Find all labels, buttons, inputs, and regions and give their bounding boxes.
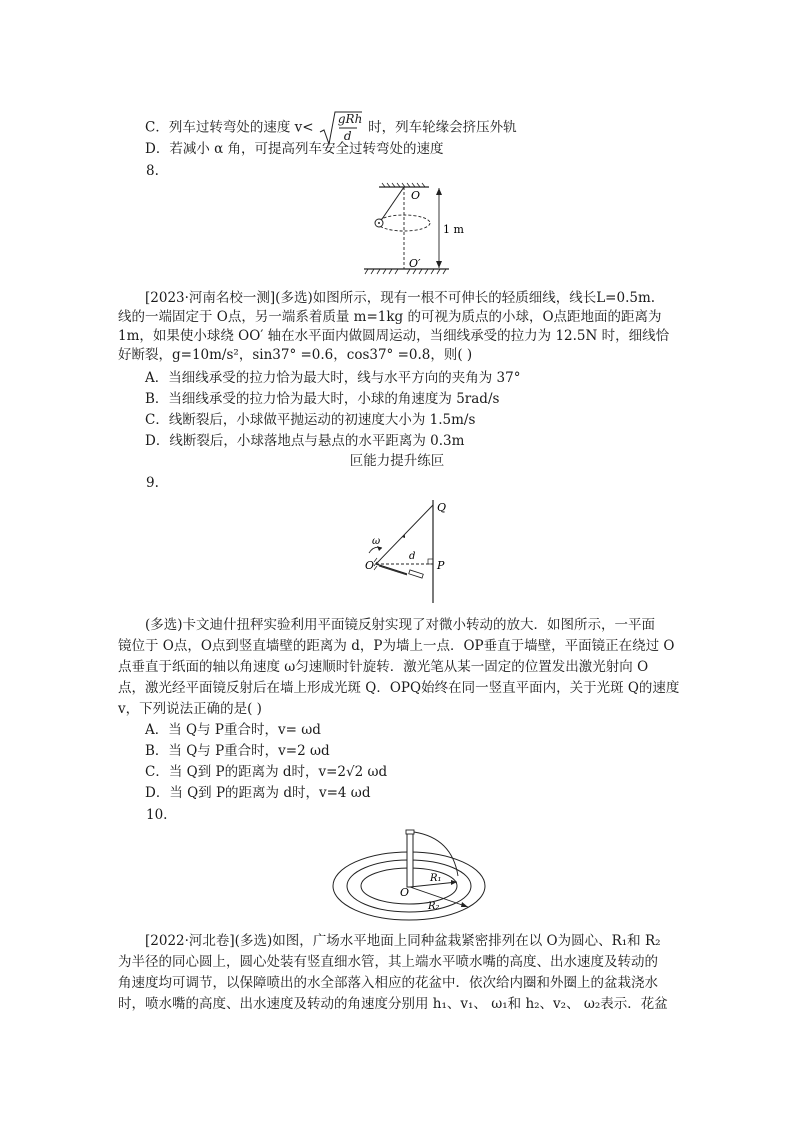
- q7-option-d: D．若减小 α 角，可提高列车安全过转弯处的速度: [145, 141, 444, 157]
- q10-stem-line-2: 为半径的同心圆上，圆心处装有竖直细水管，其上端水平喷水嘴的高度、出水速度及转动的: [118, 954, 658, 970]
- q9-stem-line-3: 点垂直于纸面的轴以角速度 ω匀速顺时针旋转．激光笔从某一固定的位置发出激光射向 O: [118, 659, 649, 675]
- q10-label-o: O: [400, 886, 410, 899]
- q10-label-r2: R₂: [428, 901, 440, 912]
- q8-stem-line-2: 线的一端固定于 O点，另一端系着质量 m=1kg 的可视为质点的小球，O点距地面的距离为: [118, 309, 662, 325]
- q9-stem-line-2: 镜位于 O点，O点到竖直墙壁的距离为 d，P为墙上一点．OP垂直于墙壁，平面镜正在绕过 O: [118, 638, 675, 654]
- q8-figure: [354, 182, 464, 277]
- q9-option-a: A．当 Q与 P重合时，v= ωd: [145, 722, 321, 738]
- q9-label-q: Q: [437, 501, 447, 514]
- q8-option-a: A．当细线承受的拉力恰为最大时，线与水平方向的夹角为 37°: [145, 370, 521, 386]
- q9-label-p: P: [437, 559, 445, 572]
- sqrt-numerator: gRh: [337, 112, 363, 126]
- q8-option-d: D．线断裂后，小球落地点与悬点的水平距离为 0.3m: [145, 433, 465, 449]
- q8-stem-line-3: 1m，如果使小球绕 OO′ 轴在水平面内做圆周运动，当细线承受的拉力为 12.5N 时，细线恰: [118, 328, 670, 344]
- q10-stem-line-1: [2022·河北卷](多选)如图，广场水平地面上同种盆栽紧密排列在以 O为圆心、R₁和 R₂: [145, 933, 661, 949]
- q8-label-length: 1 m: [443, 223, 464, 236]
- q9-stem-line-1: (多选)卡文迪什扭秤实验利用平面镜反射实现了对微小转动的放大．如图所示，一平面: [145, 617, 656, 633]
- q10-stem-line-4: 时，喷水嘴的高度、出水速度及转动的角速度分别用 h₁、v₁、 ω₁和 h₂、v₂、 ω₂表示．花盆: [118, 996, 668, 1012]
- q9-option-d: D．当 Q到 P的距离为 d时，v=4 ωd: [145, 785, 371, 801]
- q8-label-o: O: [411, 189, 421, 202]
- q9-label-omega: ω: [372, 536, 381, 547]
- section-title: 叵能力提升练叵: [349, 453, 445, 469]
- q9-figure: [365, 495, 475, 605]
- q9-stem-line-5: v，下列说法正确的是( ): [118, 701, 262, 717]
- q10-stem-line-3: 角速度均可调节，以保障喷出的水全部落入相应的花盆中．依次给内圈和外圈上的盆栽浇水: [118, 975, 658, 991]
- q10-label-r1: R₁: [430, 873, 442, 884]
- q7-option-c-prefix: C．列车过转弯处的速度 v<: [145, 119, 314, 136]
- q8-option-b: B．当细线承受的拉力恰为最大时，小球的角速度为 5rad/s: [145, 391, 500, 407]
- q8-number: 8.: [146, 163, 159, 179]
- q9-label-o: O: [365, 559, 375, 572]
- q10-figure: [330, 826, 490, 926]
- q8-label-o-prime: O′: [409, 257, 421, 270]
- q7-option-c-suffix: 时，列车轮缘会挤压外轨: [368, 119, 517, 136]
- q10-number: 10.: [146, 807, 168, 823]
- q9-number: 9.: [146, 475, 159, 491]
- q9-option-c: C．当 Q到 P的距离为 d时，v=2√2 ωd: [145, 764, 388, 780]
- sqrt-denominator: d: [343, 129, 352, 143]
- q9-stem-line-4: 点，激光经平面镜反射后在墙上形成光斑 Q．OPQ始终在同一竖直平面内，关于光斑 Q的速度: [118, 680, 680, 696]
- q9-label-d: d: [409, 551, 416, 562]
- q9-option-b: B．当 Q与 P重合时，v=2 ωd: [145, 743, 330, 759]
- q8-stem-line-1: [2023·河南名校一测](多选)如图所示，现有一根不可伸长的轻质细线，线长L=0.5m.: [145, 290, 656, 306]
- q8-option-c: C．线断裂后，小球做平抛运动的初速度大小为 1.5m/s: [145, 412, 476, 428]
- q8-stem-line-4: 好断裂，g=10m/s²，sin37° =0.6，cos37° =0.8，则( ): [118, 347, 473, 363]
